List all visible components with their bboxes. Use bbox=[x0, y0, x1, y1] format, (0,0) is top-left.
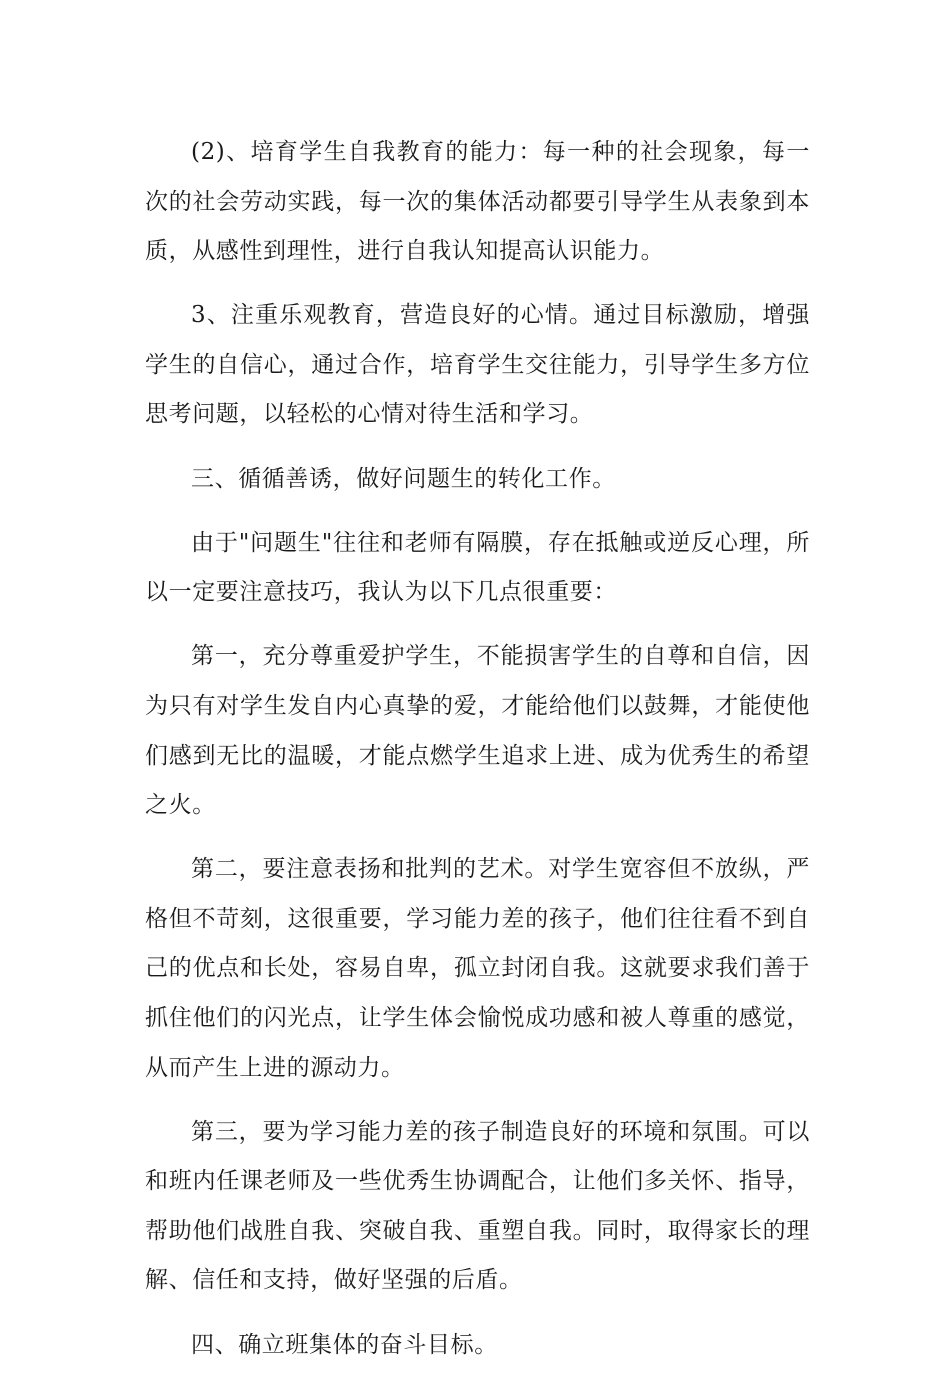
paragraph-problem-students-intro: 由于"问题生"往往和老师有隔膜，存在抵触或逆反心理，所以一定要注意技巧，我认为以下几点很重要： bbox=[145, 529, 810, 606]
paragraph-self-education: (2)、培育学生自我教育的能力：每一种的社会现象，每一次的社会劳动实践，每一次的集体活动都要引导学生从表象到本质，从感性到理性，进行自我认知提高认识能力。 bbox=[145, 139, 810, 265]
paragraph-optimism-education: 3、注重乐观教育，营造良好的心情。通过目标激励，增强学生的自信心，通过合作，培育学生交往能力，引导学生多方位思考问题，以轻松的心情对待生活和学习。 bbox=[145, 302, 810, 428]
paragraph-point-one: 第一，充分尊重爱护学生，不能损害学生的自尊和自信，因为只有对学生发自内心真挚的爱，才能给他们以鼓舞，才能使他们感到无比的温暖，才能点燃学生追求上进、成为优秀生的希望之火。 bbox=[145, 643, 810, 819]
paragraph-point-two: 第二，要注意表扬和批判的艺术。对学生宽容但不放纵，严格但不苛刻，这很重要，学习能力差的孩子，他们往往看不到自己的优点和长处，容易自卑，孤立封闭自我。这就要求我们善于抓住他们的闪光点，让学生体会愉悦成功感和被人尊重的感觉，从而产生上进的源动力。 bbox=[145, 856, 810, 1081]
document-body bbox=[145, 128, 810, 1385]
section-heading-problem-students: 三、循循善诱，做好问题生的转化工作。 bbox=[191, 465, 616, 492]
paragraph-point-three: 第三，要为学习能力差的孩子制造良好的环境和氛围。可以和班内任课老师及一些优秀生协调配合，让他们多关怀、指导，帮助他们战胜自我、突破自我、重塑自我。同时，取得家长的理解、信任和支持，做好坚强的后盾。 bbox=[145, 1118, 810, 1294]
section-heading-class-goals: 四、确立班集体的奋斗目标。 bbox=[191, 1331, 498, 1358]
